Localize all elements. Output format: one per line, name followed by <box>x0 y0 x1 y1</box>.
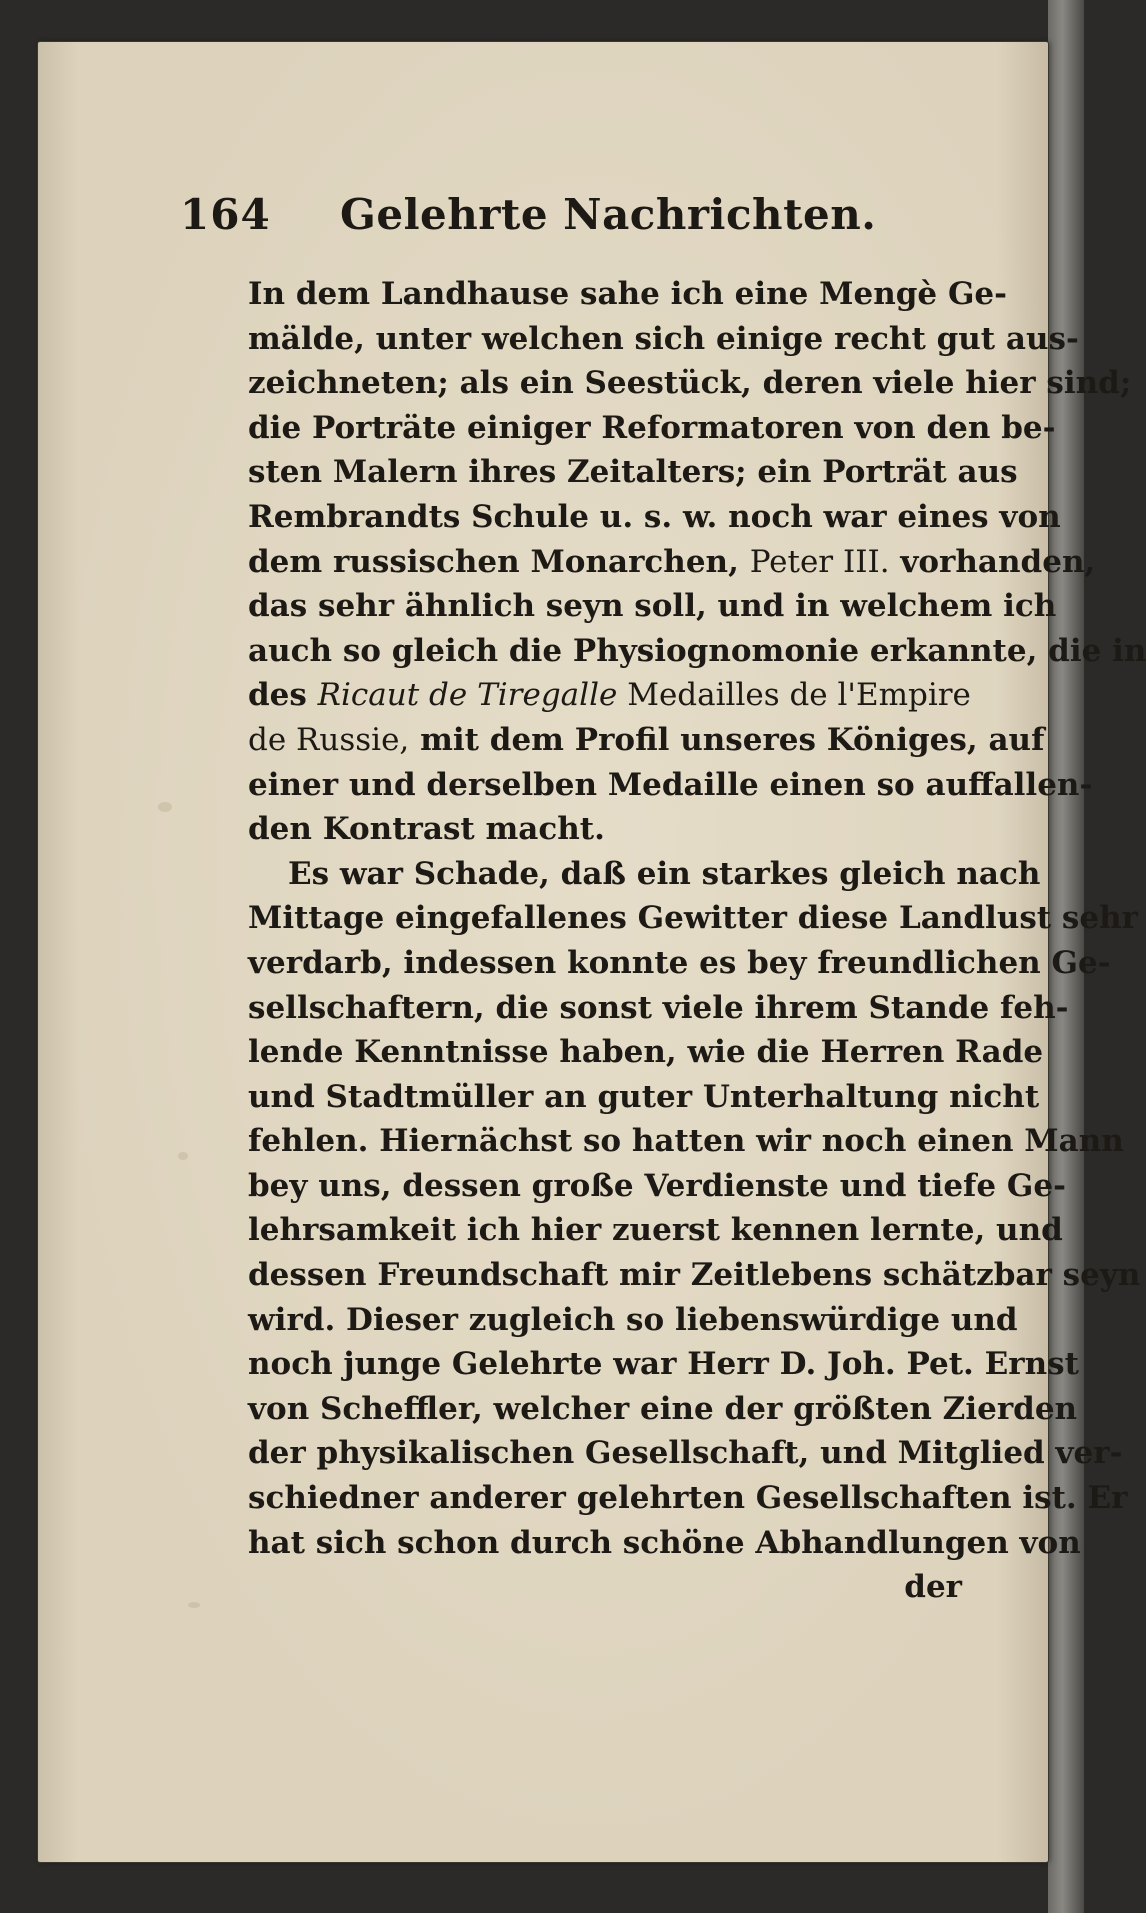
paper-stain <box>178 1152 188 1160</box>
text-segment: den Kontrast macht. <box>248 811 605 848</box>
text-line <box>248 584 1057 629</box>
text-segment: auch so gleich die Physiognomonie erkannte, die in <box>248 632 1146 669</box>
text-segment: noch junge Gelehrte war Herr D. Joh. Pet. Ernst <box>248 1346 1079 1383</box>
page-number: 164 <box>180 190 271 239</box>
text-line <box>248 361 1132 406</box>
text-line <box>248 1208 1063 1253</box>
text-segment: mit dem Profil unseres Königes, auf <box>409 721 1045 758</box>
text-segment: bey uns, dessen große Verdienste und tiefe Ge- <box>248 1167 1066 1204</box>
text-line <box>248 1298 1018 1343</box>
text-line <box>248 1075 1040 1120</box>
running-title: Gelehrte Nachrichten. <box>340 190 877 239</box>
paper-stain <box>158 802 172 812</box>
text-segment: das sehr ähnlich seyn soll, und in welchem ich <box>248 588 1057 625</box>
text-segment: Es war Schade, daß ein starkes gleich nach <box>288 855 1041 892</box>
text-line <box>248 272 1008 317</box>
text-segment: fehlen. Hiernächst so hatten wir noch einen Mann <box>248 1123 1124 1160</box>
text-segment: dessen Freundschaft mir Zeitlebens schätzbar seyn <box>248 1257 1141 1294</box>
catchword: der <box>904 1569 962 1606</box>
text-line <box>248 317 1079 362</box>
text-segment: lehrsamkeit ich hier zuerst kennen lernte, und <box>248 1212 1063 1249</box>
text-segment: dem russischen Monarchen, <box>248 543 750 580</box>
text-line <box>248 807 962 852</box>
text-line <box>248 1387 1078 1432</box>
text-line <box>248 1030 1044 1075</box>
text-segment: sellschaftern, die sonst viele ihrem Stande feh- <box>248 989 1069 1026</box>
paper-stain <box>188 1602 200 1608</box>
text-segment: einer und derselben Medaille einen so auffallen- <box>248 766 1093 803</box>
text-segment: der physikalischen Gesellschaft, und Mitglied ver- <box>248 1435 1123 1472</box>
text-segment: lende Kenntnisse haben, wie die Herren Rade <box>248 1034 1044 1071</box>
text-line <box>248 896 1138 941</box>
text-segment: schiedner anderer gelehrten Gesellschaften ist. Er <box>248 1480 1128 1517</box>
text-segment: von Scheffler, welcher eine der größten Zierden <box>248 1390 1078 1427</box>
page-header <box>180 190 940 250</box>
text-line <box>248 1342 1079 1387</box>
text-line <box>248 852 1041 897</box>
text-line <box>248 450 1018 495</box>
text-segment: wird. Dieser zugleich so liebenswürdige und <box>248 1301 1018 1338</box>
text-segment: Rembrandts Schule u. s. w. noch war eines von <box>248 498 1061 535</box>
text-line <box>248 1431 1123 1476</box>
text-line <box>248 406 1056 451</box>
text-line <box>248 540 1096 585</box>
text-line <box>248 1119 1124 1164</box>
text-line <box>248 673 971 718</box>
text-line <box>248 1521 1081 1566</box>
text-line <box>248 1253 1141 1298</box>
text-line <box>248 495 1061 540</box>
text-segment: In dem Landhause sahe ich eine Mengè Ge- <box>248 276 1008 312</box>
text-segment: zeichneten; als ein Seestück, deren viele hier sind; <box>248 365 1132 402</box>
text-segment: Ricaut de Tiregalle <box>317 677 618 714</box>
text-segment: sten Malern ihres Zeitalters; ein Porträt aus <box>248 454 1018 491</box>
text-line <box>248 1164 1066 1209</box>
text-segment: Medailles de l'Empire <box>617 677 971 714</box>
text-line <box>248 941 1111 986</box>
text-segment: Peter III. <box>749 543 890 580</box>
text-line <box>248 718 1045 763</box>
text-segment: de Russie, <box>248 721 410 758</box>
text-line <box>248 629 1146 674</box>
text-segment: die Porträte einiger Reformatoren von den be- <box>248 409 1056 446</box>
text-segment: verdarb, indessen konnte es bey freundlichen Ge- <box>248 944 1111 981</box>
text-segment: des <box>248 677 318 714</box>
text-segment: mälde, unter welchen sich einige recht gut aus- <box>248 320 1079 357</box>
text-segment: und Stadtmüller an guter Unterhaltung nicht <box>248 1078 1040 1115</box>
text-line <box>248 986 1069 1031</box>
text-segment: Mittage eingefallenes Gewitter diese Landlust sehr <box>248 900 1138 937</box>
body-text <box>248 272 1146 1610</box>
text-segment: hat sich schon durch schöne Abhandlungen von <box>248 1524 1081 1561</box>
text-segment: vorhanden, <box>889 543 1096 580</box>
text-line <box>248 763 1093 808</box>
text-line <box>248 1476 1128 1521</box>
